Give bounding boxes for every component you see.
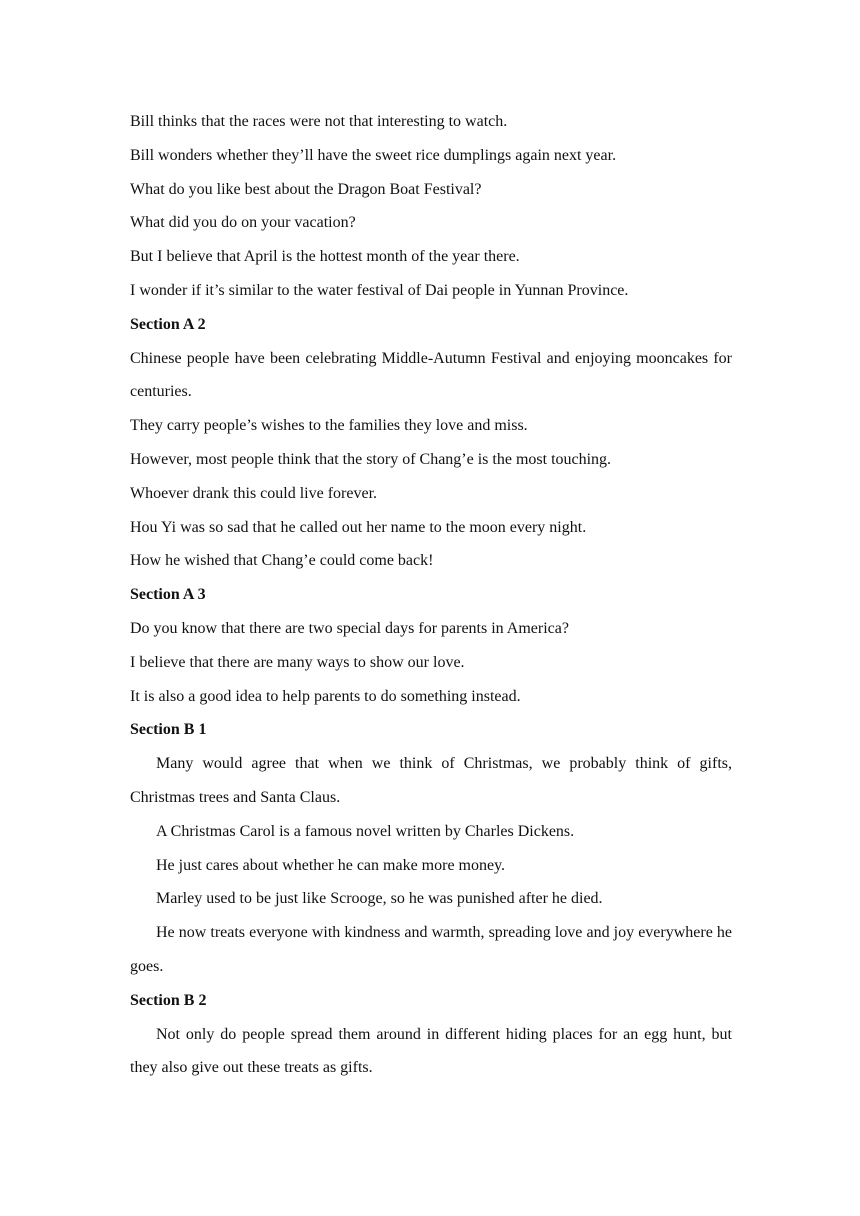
section-heading: Section B 2 xyxy=(130,991,207,1009)
text-line: How he wished that Chang’e could come back! xyxy=(130,552,434,570)
text-line: He just cares about whether he can make more money. xyxy=(156,856,506,874)
text-line: Bill wonders whether they’ll have the sweet rice dumplings again next year. xyxy=(130,146,617,164)
text-line: It is also a good idea to help parents to do something instead. xyxy=(130,687,521,705)
text-line: What did you do on your vacation? xyxy=(130,214,356,232)
text-line: Bill thinks that the races were not that interesting to watch. xyxy=(130,113,508,130)
text-line: What do you like best about the Dragon Boat Festival? xyxy=(130,180,482,198)
section-heading: Section A 3 xyxy=(130,586,206,604)
text-paragraph: Many would agree that when we think of Christmas, we probably think of gifts, Christmas trees and Santa Claus. xyxy=(130,755,732,806)
text-line: They carry people’s wishes to the families they love and miss. xyxy=(130,417,528,435)
document-page xyxy=(130,105,732,1085)
text-line: Marley used to be just like Scrooge, so he was punished after he died. xyxy=(156,890,603,908)
text-paragraph: Chinese people have been celebrating Middle-Autumn Festival and enjoying mooncakes for centuries. xyxy=(130,349,732,401)
text-line: Hou Yi was so sad that he called out her name to the moon every night. xyxy=(130,518,587,536)
text-line: I believe that there are many ways to show our love. xyxy=(130,653,465,671)
text-line: Do you know that there are two special days for parents in America? xyxy=(130,619,569,637)
text-paragraph: He now treats everyone with kindness and warmth, spreading love and joy everywhere he goes. xyxy=(130,924,732,975)
text-line: I wonder if it’s similar to the water festival of Dai people in Yunnan Province. xyxy=(130,281,629,299)
section-heading: Section A 2 xyxy=(130,315,206,333)
text-line: Whoever drank this could live forever. xyxy=(130,484,378,502)
text-line: A Christmas Carol is a famous novel written by Charles Dickens. xyxy=(156,822,575,840)
text-paragraph: Not only do people spread them around in different hiding places for an egg hunt, but they also give out these treats as gifts. xyxy=(130,1025,732,1077)
section-heading: Section B 1 xyxy=(130,721,207,739)
text-line: But I believe that April is the hottest month of the year there. xyxy=(130,248,520,266)
text-line: However, most people think that the story of Chang’e is the most touching. xyxy=(130,450,612,468)
